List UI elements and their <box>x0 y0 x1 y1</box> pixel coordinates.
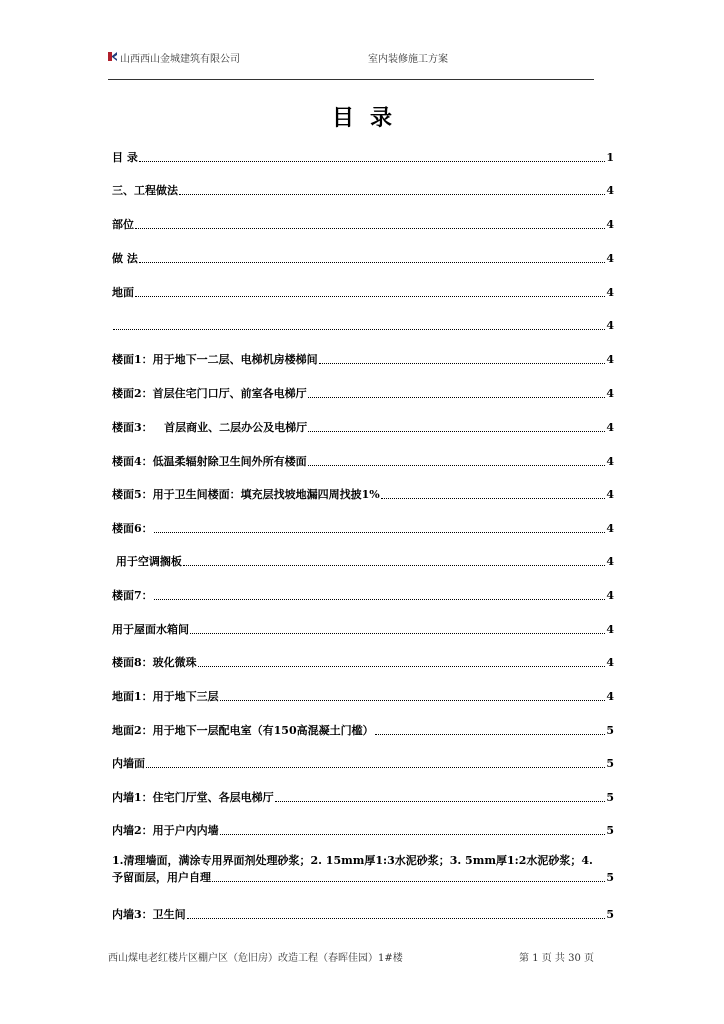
dot-leader <box>183 565 606 566</box>
dot-leader <box>139 161 606 162</box>
dot-leader <box>154 532 606 533</box>
dot-leader <box>381 498 606 499</box>
toc-entry[interactable]: 楼面2：首层住宅门口厅、前室各电梯厅 4 <box>112 387 614 400</box>
toc-entry[interactable]: 4 <box>112 317 614 333</box>
page-footer <box>108 949 594 963</box>
dot-leader <box>154 599 606 600</box>
toc-entry[interactable]: 楼面7： 4 <box>112 589 614 602</box>
header-divider <box>108 79 594 80</box>
toc-entry[interactable]: 楼面3： 首层商业、二层办公及电梯厅 4 <box>112 421 614 434</box>
toc-entry[interactable]: 三、工程做法 4 <box>112 184 614 197</box>
toc-entry[interactable]: 用于屋面水箱间 4 <box>112 623 614 636</box>
page-number: 第 1 页 共 30 页 <box>519 953 594 964</box>
dot-leader <box>275 801 606 802</box>
toc-entry[interactable]: 楼面5：用于卫生间楼面：填充层找坡地漏四周找披1% 4 <box>112 488 614 501</box>
dot-leader <box>308 431 605 432</box>
toc-entry[interactable]: 内墙面 5 <box>112 757 614 770</box>
toc-entry-multiline[interactable] <box>112 852 614 886</box>
project-name: 西山煤电老红楼片区棚户区（危旧房）改造工程（春晖佳园）1#楼 <box>108 953 403 964</box>
toc-entry[interactable]: 楼面4：低温柔辐射除卫生间外所有楼面 4 <box>112 455 614 468</box>
company-logo-icon <box>108 52 117 61</box>
dot-leader <box>198 666 606 667</box>
dot-leader <box>212 881 605 882</box>
company-name: 山西西山金城建筑有限公司 <box>120 54 240 65</box>
dot-leader <box>179 194 605 195</box>
page-header <box>108 50 594 66</box>
dot-leader <box>319 363 606 364</box>
dot-leader <box>220 700 606 701</box>
dot-leader <box>375 734 606 735</box>
dot-leader <box>135 228 605 229</box>
document-title: 室内装修施工方案 <box>368 54 448 65</box>
toc-entry[interactable]: 地面 4 <box>112 286 614 299</box>
dot-leader <box>146 767 605 768</box>
toc-entry[interactable]: 地面1：用于地下三层 4 <box>112 690 614 703</box>
toc-entry[interactable]: 内墙3：卫生间 5 <box>112 908 614 921</box>
toc-entry[interactable]: 内墙2：用于户内内墙 5 <box>112 824 614 837</box>
dot-leader <box>139 262 606 263</box>
dot-leader <box>187 918 606 919</box>
toc-entry-line: 1.清理墙面，满涂专用界面剂处理砂浆；2. 15mm厚1:3水泥砂浆；3. 5mm厚1:2水泥砂浆；4. <box>112 854 593 867</box>
toc-entry[interactable]: 目 录 1 <box>112 151 614 164</box>
toc-entry[interactable]: 做 法 4 <box>112 252 614 265</box>
dot-leader <box>308 465 606 466</box>
toc-entry[interactable]: 楼面6： 4 <box>112 522 614 535</box>
dot-leader <box>220 834 606 835</box>
toc-entry[interactable]: 部位 4 <box>112 218 614 231</box>
toc-entry[interactable]: 地面2：用于地下一层配电室（有150高混凝土门槛） 5 <box>112 724 614 737</box>
toc-entry[interactable]: 楼面8：玻化微珠 4 <box>112 656 614 669</box>
dot-leader <box>135 296 605 297</box>
toc-entry[interactable]: 楼面1：用于地下一二层、电梯机房楼梯间 4 <box>112 353 614 366</box>
toc-entry[interactable]: 用于空调搁板 4 <box>112 555 614 568</box>
toc-entry-line: 予留面层，用户自理 5 <box>112 871 614 884</box>
dot-leader <box>190 633 605 634</box>
dot-leader <box>113 329 605 330</box>
toc-entry[interactable]: 内墙1：住宅门厅堂、各层电梯厅 5 <box>112 791 614 804</box>
dot-leader <box>308 397 606 398</box>
page-title: 目录 <box>331 105 408 131</box>
